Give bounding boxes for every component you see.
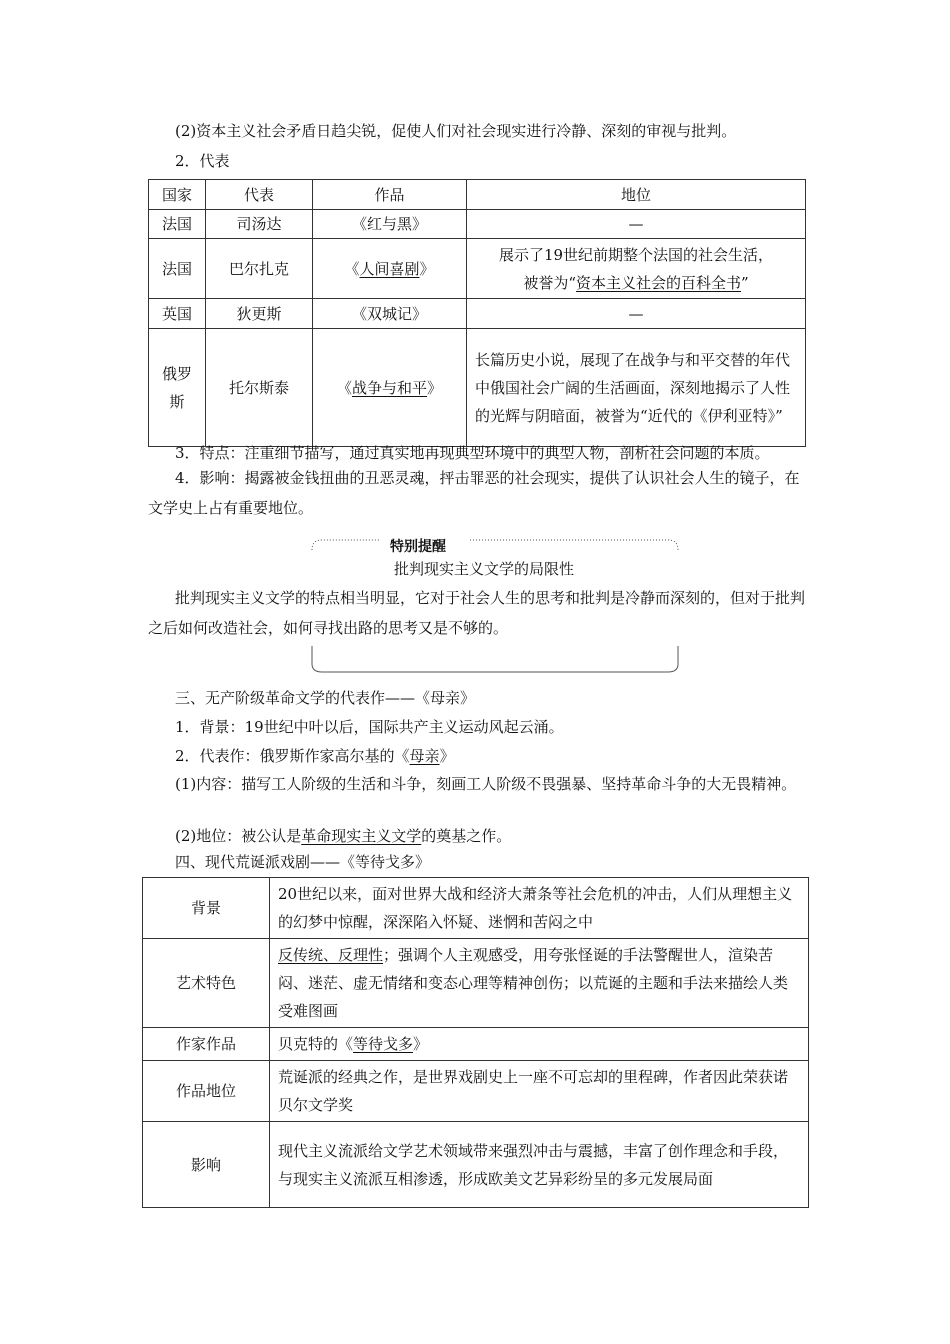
cell-country: 英国 bbox=[149, 299, 206, 329]
mother-background: 1．背景：19世纪中叶以后，国际共产主义运动风起云涌。 bbox=[175, 718, 564, 736]
representatives-table bbox=[148, 179, 806, 447]
cell-status: — bbox=[467, 299, 806, 329]
table-row bbox=[149, 299, 806, 329]
row-head-impact: 影响 bbox=[143, 1122, 270, 1208]
table-row bbox=[143, 939, 809, 1028]
cell-country: 法国 bbox=[149, 239, 206, 299]
header-status: 地位 bbox=[467, 180, 806, 210]
row-body-impact: 现代主义流派给文学艺术领域带来强烈冲击与震撼，丰富了创作理念和手段，与现实主义流派互相渗透，形成欧美文艺异彩纷呈的多元发展局面 bbox=[270, 1122, 809, 1208]
cell-country: 俄罗 斯 bbox=[149, 329, 206, 447]
row-head-background: 背景 bbox=[143, 878, 270, 939]
cell-work: 《双城记》 bbox=[313, 299, 467, 329]
table-row bbox=[149, 239, 806, 299]
table-row bbox=[149, 210, 806, 239]
section-heading-representatives: 2．代表 bbox=[175, 152, 230, 170]
row-body-position: 荒诞派的经典之作，是世界戏剧史上一座不可忘却的里程碑，作者因此荣获诺贝尔文学奖 bbox=[270, 1061, 809, 1122]
cell-author: 狄更斯 bbox=[206, 299, 313, 329]
row-body-work: 贝克特的《等待戈多》 bbox=[270, 1028, 809, 1061]
header-country: 国家 bbox=[149, 180, 206, 210]
table-row bbox=[143, 1061, 809, 1122]
reminder-badge: 特别提醒 bbox=[388, 536, 448, 556]
header-author: 代表 bbox=[206, 180, 313, 210]
point-features: 3．特点：注重细节描写，通过真实地再现典型环境中的典型人物，剖析社会问题的本质。 bbox=[175, 444, 770, 462]
cell-work: 《人间喜剧》 bbox=[313, 239, 467, 299]
reminder-body: 批判现实主义文学的特点相当明显，它对于社会人生的思考和批判是冷静而深刻的，但对于批判之后如何改造社会，如何寻找出路的思考又是不够的。 bbox=[148, 589, 806, 637]
cell-author: 司汤达 bbox=[206, 210, 313, 239]
table-row bbox=[143, 1122, 809, 1208]
table-header-row bbox=[149, 180, 806, 210]
row-head-work: 作家作品 bbox=[143, 1028, 270, 1061]
cell-author: 托尔斯泰 bbox=[206, 329, 313, 447]
row-head-position: 作品地位 bbox=[143, 1061, 270, 1122]
mother-status: (2)地位：被公认是革命现实主义文学的奠基之作。 bbox=[175, 827, 512, 845]
table-row bbox=[143, 1028, 809, 1061]
cell-author: 巴尔扎克 bbox=[206, 239, 313, 299]
point-impact: 4．影响：揭露被金钱扭曲的丑恶灵魂，抨击罪恶的社会现实，提供了认识社会人生的镜子，在文学史上占有重要地位。 bbox=[148, 469, 800, 517]
table-row bbox=[143, 878, 809, 939]
cell-status: 展示了19世纪前期整个法国的社会生活， 被誉为“资本主义社会的百科全书” bbox=[467, 239, 806, 299]
row-body-art: 反传统、反理性；强调个人主观感受，用夸张怪诞的手法警醒世人，渲染苦闷、迷茫、虚无情绪和变态心理等精神创伤；以荒诞的主题和手法来描绘人类受难图画 bbox=[270, 939, 809, 1028]
intro-line: (2)资本主义社会矛盾日趋尖锐，促使人们对社会现实进行冷静、深刻的审视与批判。 bbox=[175, 122, 737, 140]
cell-country: 法国 bbox=[149, 210, 206, 239]
cell-work: 《红与黑》 bbox=[313, 210, 467, 239]
mother-representative: 2．代表作：俄罗斯作家高尔基的《母亲》 bbox=[175, 747, 455, 765]
section-heading-godot: 四、现代荒诞派戏剧——《等待戈多》 bbox=[175, 853, 431, 871]
header-work: 作品 bbox=[313, 180, 467, 210]
row-body-background: 20世纪以来，面对世界大战和经济大萧条等社会危机的冲击，人们从理想主义的幻梦中惊醒，深深陷入怀疑、迷惘和苦闷之中 bbox=[270, 878, 809, 939]
row-head-art: 艺术特色 bbox=[143, 939, 270, 1028]
godot-table bbox=[142, 877, 809, 1208]
section-heading-mother: 三、无产阶级革命文学的代表作——《母亲》 bbox=[175, 689, 476, 707]
cell-work: 《战争与和平》 bbox=[313, 329, 467, 447]
cell-status: — bbox=[467, 210, 806, 239]
cell-status: 长篇历史小说，展现了在战争与和平交替的年代中俄国社会广阔的生活画面，深刻地揭示了人性的光辉与阴暗面，被誉为“近代的《伊利亚特》” bbox=[467, 329, 806, 447]
table-row bbox=[149, 329, 806, 447]
reminder-title: 批判现实主义文学的局限性 bbox=[394, 560, 575, 578]
mother-content: (1)内容：描写工人阶级的生活和斗争，刻画工人阶级不畏强暴、坚持革命斗争的大无畏精神。 bbox=[175, 775, 797, 793]
